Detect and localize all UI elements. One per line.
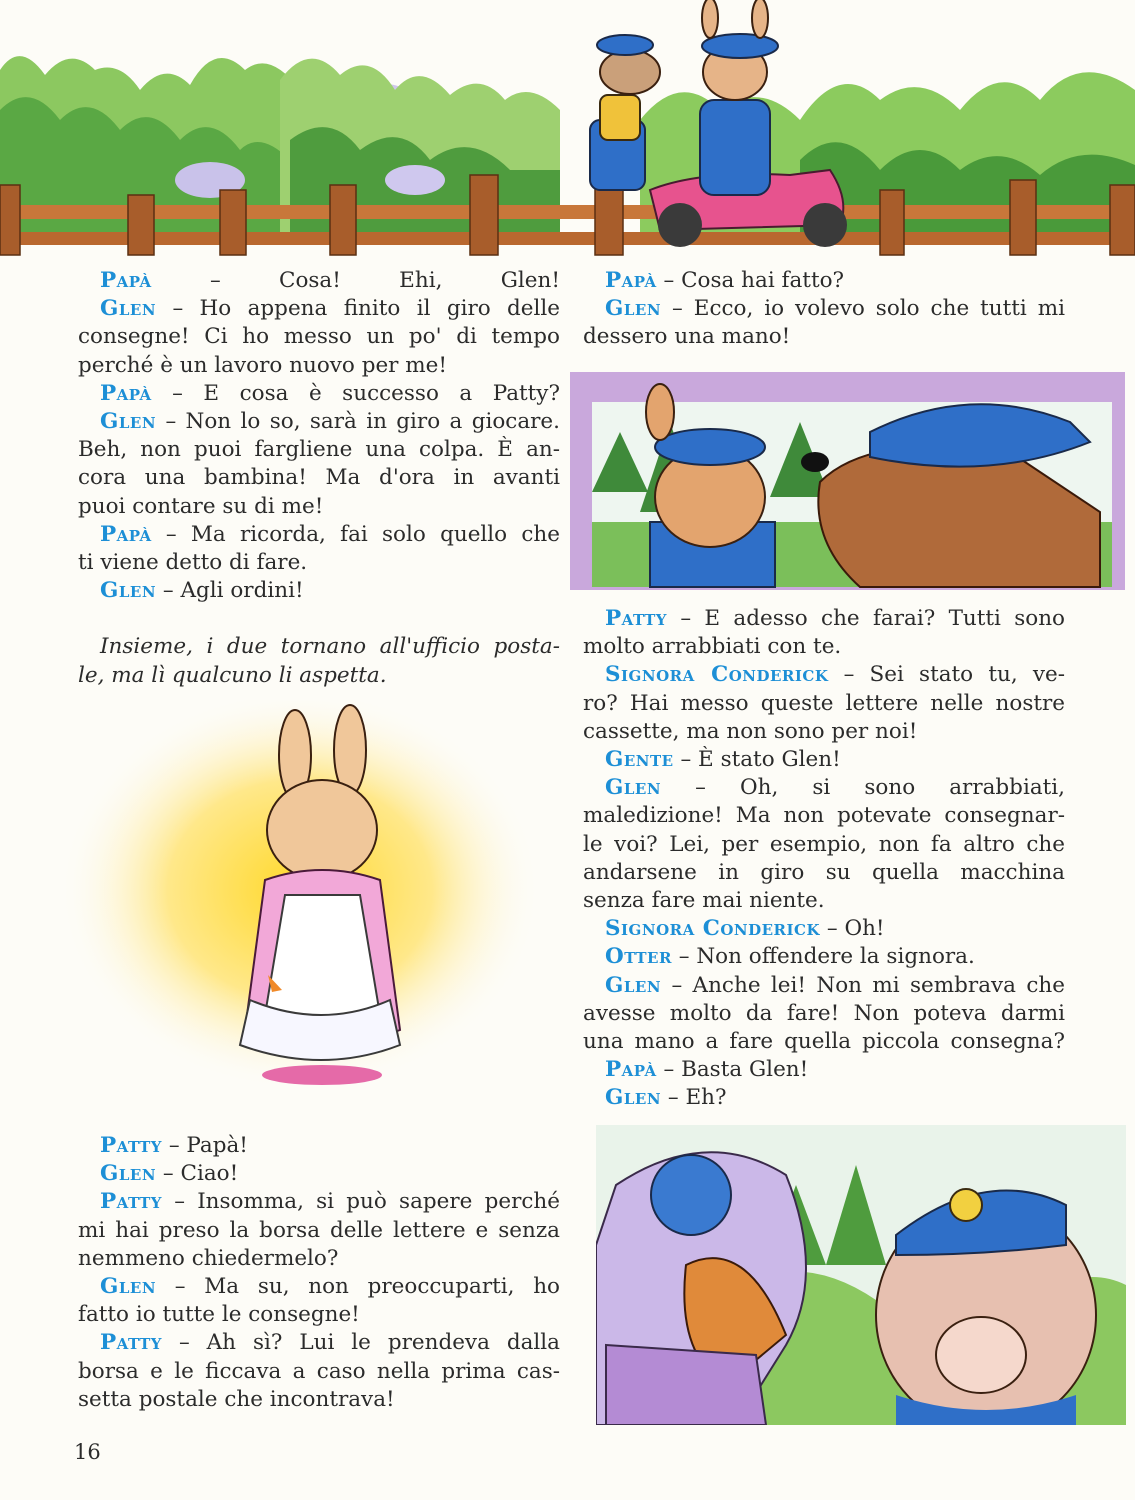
speaker-patty: Patty (605, 606, 667, 631)
patty-bunny-illustration (60, 700, 540, 1100)
left-text-column: Papà – Cosa! Ehi, Glen! Glen – Ho appena finito il giro delle consegne! Ci ho messo un po' di tempo perché è un lavoro nuovo per me! Papà – E cosa è successo a Patty? Glen – Non lo so, sarà in giro a giocare. Beh, non puoi fargliene una colpa. È an- cora una bambina! Ma d'ora in avanti puoi contare su di me! Papà – Ma ricorda, fai solo quello che ti viene detto di fare. Glen – Agli ordini! Insieme, i due tornano all'ufficio posta- le, ma lì qualcuno li aspetta. (78, 267, 560, 690)
speaker-papa: Papà (100, 268, 152, 293)
policemen-forest-illustration (570, 372, 1125, 590)
speaker-signora-conderick: Signora Conderick (605, 662, 829, 688)
forest-scooter-illustration (0, 0, 1135, 270)
narration-line: Insieme, i due tornano all'ufficio posta- (100, 634, 560, 660)
speaker-gente: Gente (605, 747, 674, 773)
speaker-patty: Patty (100, 1189, 162, 1215)
speaker-glen: Glen (100, 409, 157, 435)
speaker-papa: Papà (605, 268, 657, 293)
narration-line: le, ma lì qualcuno li aspetta. (78, 662, 387, 688)
speaker-papa: Papà (100, 380, 152, 406)
speaker-papa: Papà (605, 1057, 657, 1083)
speaker-otter: Otter (605, 944, 672, 970)
speaker-glen: Glen (605, 775, 662, 801)
speaker-glen: Glen (100, 1274, 157, 1300)
speaker-papa: Papà (100, 521, 152, 547)
page-number: 16 (74, 1440, 101, 1464)
speaker-patty: Patty (100, 1330, 162, 1356)
left-text-column-lower: Patty – Papà! Glen – Ciao! Patty – Insomma, si può sapere perché mi hai preso la borsa delle lettere e senza nemmeno chiedermelo? Glen – Ma su, non preoccuparti, ho fatto io tutte le consegne! Patty – Ah sì? Lui le prendeva dalla borsa e le ficcava a caso nella prima cas- setta postale che incontrava! (78, 1133, 560, 1412)
speaker-glen: Glen (605, 972, 662, 998)
right-text-column: Patty – E adesso che farai? Tutti sono molto arrabbiati con te. Signora Conderick – Sei stato tu, ve- ro? Hai messo queste lettere nelle nostre cassette, ma non sono per noi! Gente – È stato Glen! Glen – Oh, si sono arrabbiati, maledizione! Ma non potevate consegnar- le voi? Lei, per esempio, non fa altro che andarsene in giro su quella macchina senza fare mai niente. Signora Conderick – Oh! Otter – Non offendere la signora. Glen – Anche lei! Non mi sembrava che avesse molto da fare! Non poteva darmi una mano a fare quella piccola consegna? Papà – Basta Glen! Glen – Eh? (583, 606, 1065, 1111)
speaker-glen: Glen (100, 296, 157, 322)
right-text-column-top: Papà – Cosa hai fatto? Glen – Ecco, io volevo solo che tutti mi dessero una mano! (583, 268, 1065, 350)
speaker-glen: Glen (100, 1161, 157, 1187)
speaker-signora-conderick: Signora Conderick (605, 916, 821, 942)
speaker-glen: Glen (605, 1085, 662, 1111)
speaker-glen: Glen (605, 296, 662, 322)
speaker-glen: Glen (100, 578, 157, 604)
signora-conderick-policeman-illustration (596, 1125, 1126, 1425)
speaker-patty: Patty (100, 1133, 162, 1158)
